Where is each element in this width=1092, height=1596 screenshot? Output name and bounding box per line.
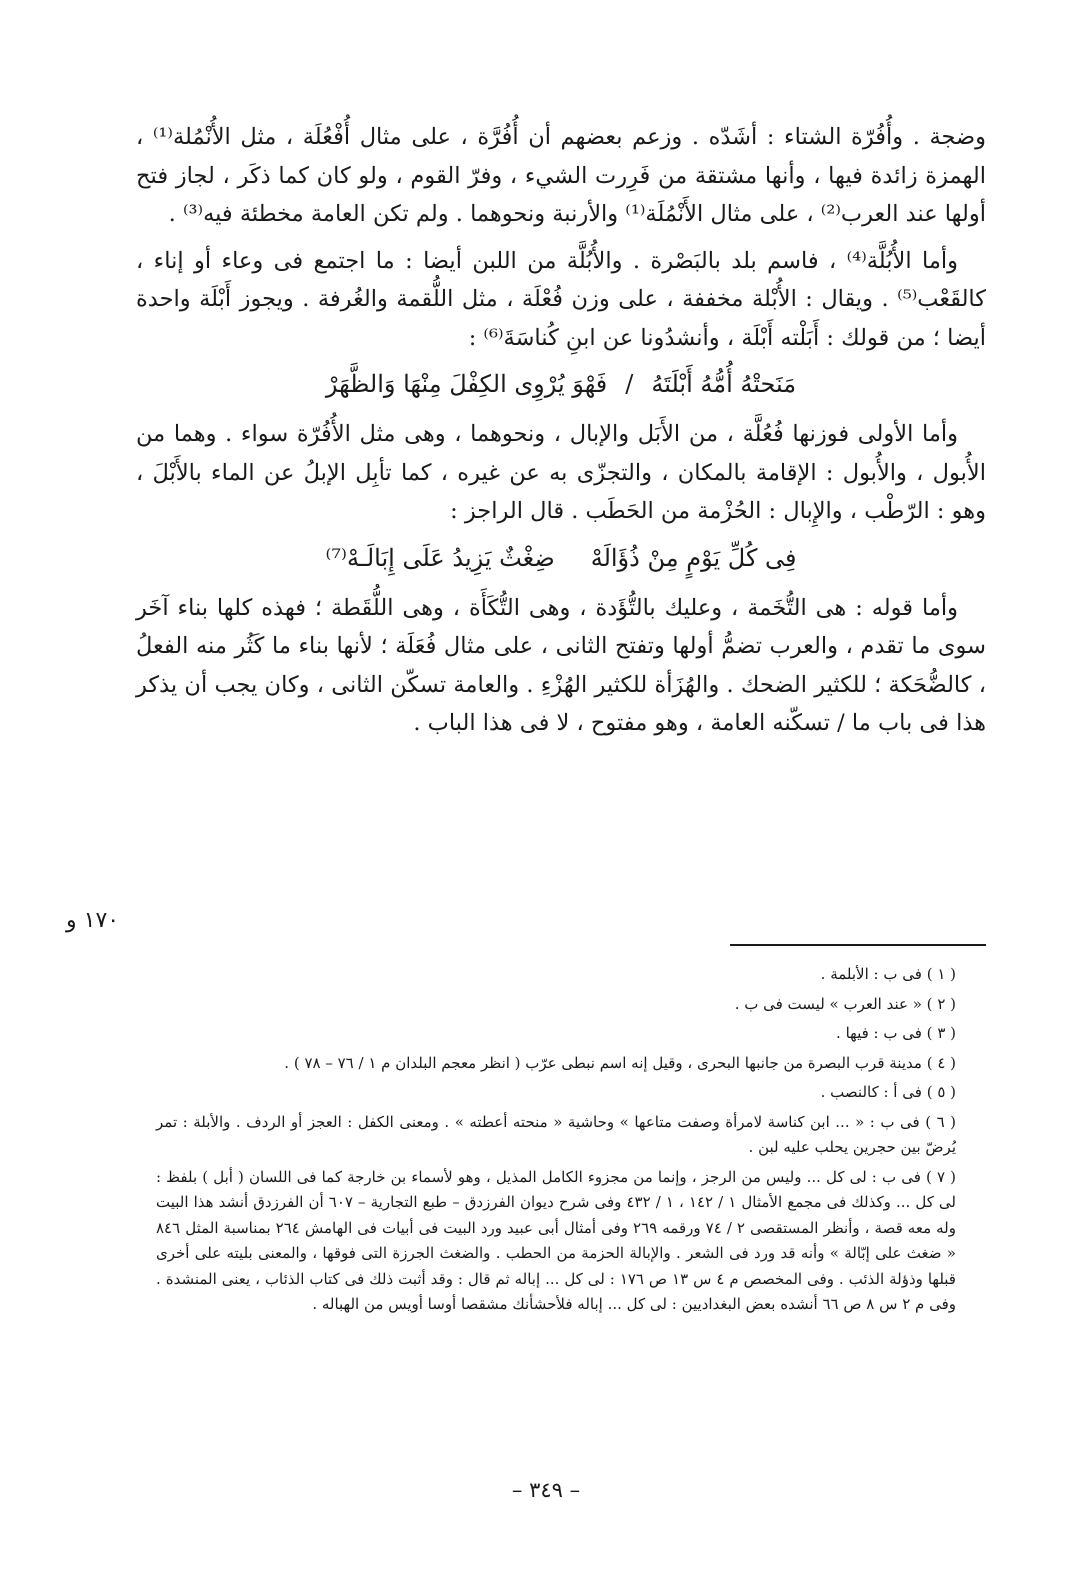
verse-2 [136, 539, 986, 577]
footnotes [156, 962, 956, 1322]
footnote-separator-rule [730, 944, 986, 946]
folio-margin-note: ١٧٠ و [66, 908, 120, 933]
footnote-3: ( ٣ ) فى ب : فيها . [836, 1024, 956, 1042]
verse-1-separator: / [625, 370, 634, 398]
verse-2-second-hemistich: ضِغْثٌ يَزِيدُ عَلَى إِبَالَـهْ⁽⁷⁾ [325, 543, 555, 572]
paragraph-4: وأما قوله : هى التُّخَمة ، وعليك بالتُّؤَدة ، وهى التُّكَأَة ، وهى اللُّقَطة ؛ فهذه كلها بناء آخَر سوى ما تقدم ، والعرب تضمُّ أولها وتفتح الثانى ، على مثال فُعَلَة ؛ لأنها بناء ما كَثُر منه الفعلُ ، كالضُّحَكة ؛ للكثير الضحك . والهُزَأة للكثير الهُزْءِ . والعامة تسكّن الثانى ، وكان يجب أن يذكر هذا فى باب ما / تسكّنه العامة ، وهو مفتوح ، لا فى هذا الباب . [136, 594, 986, 736]
footnote-6: ( ٦ ) فى ب : « ... ابن كناسة لامرأة وصفت متاعها » وحاشية « منحته أعطته » . ومعنى الكفل : العجز أو الردف . والأبلة : تمر يُرضّ بين حجرين يحلب عليه لبن . [156, 1112, 957, 1156]
verse-2-first-hemistich: فِى كُلِّ يَوْمٍ مِنْ ذُؤَالَهْ [590, 543, 797, 572]
footnote-7: ( ٧ ) فى ب : لى كل ... وليس من الرجز ، وإنما من مجزوء الكامل المذيل ، وهو لأسماء بن خارجة كما فى اللسان ( أبل ) بلفظ : لى كل ... وكذلك فى مجمع الأمثال ١ / ١٤٢ ، ١ / ٤٣٢ وفى شرح ديوان الفرزدق – طبع التجارية – ٦٠٧ أن الفرزدق أنشد هذا البيت وله معه قصة ، وأنظر المستقصى ٢ / ٧٤ ورقمه ٢٦٩ وفى أمثال أبى عبيد ورد البيت فى أبيات فى الهامش ٢٦٤ بمناسبة المثل ٨٤٦ « ضغث على إبّالة » وأنه قد ورد فى الشعر . والإبالة الحزمة من الحطب . والضغث الجرزة التى فوقها ، والمعنى بليته على أخرى قبلها وذؤلة الذئب . وفى المخصص م ٤ س ١٣ ص ١٧٦ : لى كل ... إباله ثم قال : وقد أثبت ذلك فى كتاب الذئاب ، يعنى المنشدة . وفى م ٢ س ٨ ص ٦٦ أنشده بعض البغداديين : لى كل ... إباله فلأحشأنك مشقصا أوسا أويس من الهباله . [156, 1167, 956, 1313]
footnote-5: ( ٥ ) فى أ : كالنصب . [820, 1083, 956, 1101]
paragraph-3: وأما الأولى فوزنها فُعُلَّة ، من الأَبَل والإبال ، ونحوهما ، وهى مثل الأُفُرّة سواء . وهما من الأُبول ، والأُبول : الإقامة بالمكان ، والتجزّى به عن غيره ، كما تأبِل الإبلُ عن الماء بالأَبْلَ ، وهو : الرّطْب ، والإِبال : الحُزْمة من الحَطَب . قال الراجز : [136, 421, 986, 524]
page-number: – ٣٤٩ – [511, 1478, 581, 1502]
paragraph-2: وأما الأُبُلَّة⁽⁴⁾ ، فاسم بلد بالبَصْرة . والأُبُلَّة من اللبن أيضا : ما اجتمع فى وعاء أو إناء ، كالقَعْب⁽⁵⁾ . ويقال : الأُبْلة مخففة ، على وزن فُعْلَة ، مثل اللُّقمة والغُرفة . ويجوز أَبْلَة واحدة أيضا ؛ من قولك : أَبَلْته أَبْلَة ، وأنشدُونا عن ابنِ كُناسَةَ⁽⁶⁾ : [136, 247, 986, 351]
verse-1 [136, 365, 986, 403]
footnote-1: ( ١ ) فى ب : الأبلمة . [820, 965, 956, 983]
verse-1-second-hemistich: فَهْوَ يُرْوِى الكِفْلَ مِنْهَا وَالظَّهَرْ [325, 370, 608, 398]
main-text [136, 118, 986, 751]
verse-1-first-hemistich: مَنَحتْهُ أُمُّهُ أَبْلَتَهُ [651, 370, 797, 398]
footnote-4: ( ٤ ) مدينة قرب البصرة من جانبها البحرى ، وقيل إنه اسم نبطى عرّب ( انظر معجم البلدان م ١ / ٧٦ – ٧٨ ) . [284, 1053, 956, 1072]
paragraph-1: وضجة . وأُفُرّة الشتاء : أشَدّه . وزعم بعضهم أن أُفُرَّة ، على مثال أُفْعُلَة ، مثل الأُنْمُلة⁽¹⁾ ، الهمزة زائدة فيها ، وأنها مشتقة من فَرِرت الشيء ، وفرّ القوم ، ولو كان كما ذكَر ، لجاز فتح أولها عند العرب⁽²⁾ ، على مثال الأَنْمُلَة⁽¹⁾ والأرنبة ونحوهما . ولم تكن العامة مخطئة فيه⁽³⁾ . [136, 124, 986, 227]
footnote-2: ( ٢ ) « عند العرب » ليست فى ب . [734, 994, 956, 1013]
